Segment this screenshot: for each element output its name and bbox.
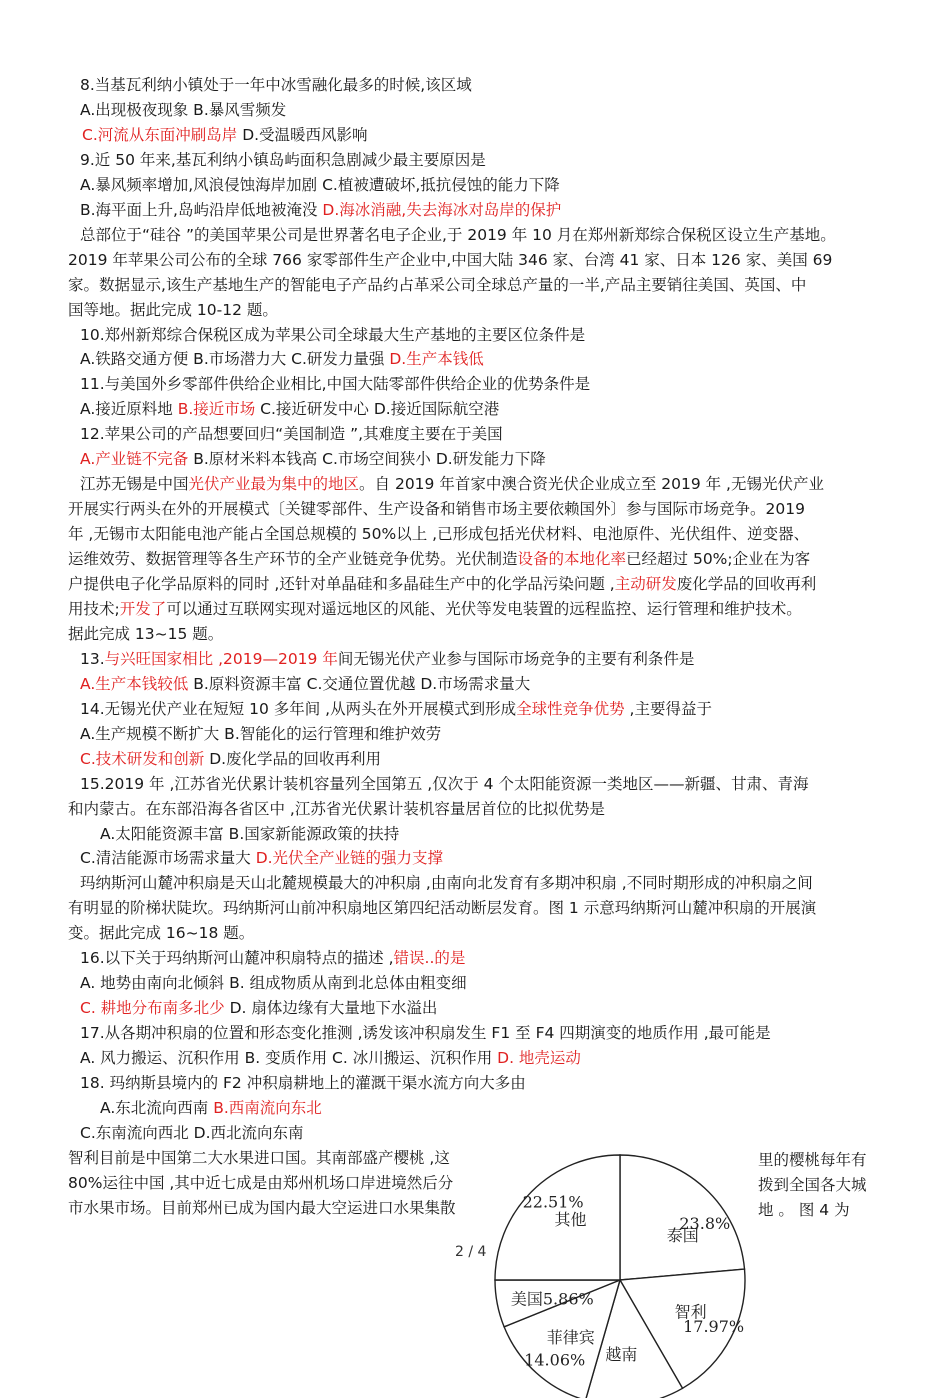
pie-label-5: 其他 xyxy=(554,1210,587,1229)
text-line xyxy=(68,896,816,920)
text-line xyxy=(80,173,560,197)
text-line xyxy=(80,148,486,172)
text-segment: 市水果市场。目前郑州已成为国内最大空运进口水果集散 xyxy=(68,1199,456,1217)
text-segment: 16.以下关于玛纳斯河山麓冲积扇特点的描述 , xyxy=(80,949,394,967)
text-segment: 据此完成 13~15 题。 xyxy=(68,625,224,643)
text-line xyxy=(80,472,824,496)
answer-highlight: A.生产本钱较低 xyxy=(80,675,189,693)
pie-value-label-5: 22.51% xyxy=(522,1192,584,1212)
text-segment: B.原料资源丰富 C.交通位置优越 D.市场需求量大 xyxy=(188,675,531,693)
pie-label-0: 泰国 xyxy=(666,1225,699,1245)
text-line xyxy=(68,1196,456,1220)
text-segment: 间无锡光伏产业参与国际市场竞争的主要有利条件是 xyxy=(337,650,695,668)
text-line xyxy=(80,447,546,471)
answer-highlight: D. 地壳运动 xyxy=(497,1049,581,1067)
text-line xyxy=(68,248,832,272)
text-line xyxy=(68,1171,453,1195)
text-line xyxy=(80,747,381,771)
text-line xyxy=(80,1021,771,1045)
text-line xyxy=(80,996,437,1020)
text-segment: 11.与美国外乡零部件供给企业相比,中国大陆零部件供给企业的优势条件是 xyxy=(80,375,591,393)
text-segment: 有明显的阶梯状陡坎。玛纳斯河山前冲积扇地区第四纪活动断层发育。图 1 示意玛纳斯河山麓冲积扇的开展演 xyxy=(68,899,817,917)
text-segment: 总部位于“硅谷 ”的美国苹果公司是世界著名电子企业,于 2019 年 10 月在郑州新郑综合保税区设立生产基地。 xyxy=(80,226,836,244)
text-segment: 用技术; xyxy=(68,600,120,618)
text-line xyxy=(80,846,443,870)
pie-label-2: 越南 xyxy=(605,1345,638,1364)
pie-value-label-0: 23.8% xyxy=(679,1214,731,1233)
text-segment: A.东北流向西南 xyxy=(100,1099,214,1117)
text-segment: 运维效劳、数据管理等各生产环节的全产业链竞争优势。光伏制造 xyxy=(68,550,518,568)
right-text-line: 拨到全国各大城 xyxy=(758,1176,867,1194)
text-segment: 江苏无锡是中国 xyxy=(80,475,189,493)
text-line xyxy=(68,572,816,596)
text-segment: 和内蒙古。在东部沿海各省区中 ,江苏省光伏累计装机容量居首位的比拟优势是 xyxy=(68,800,605,818)
text-segment: 8.当基瓦利纳小镇处于一年中冰雪融化最多的时候,该区域 xyxy=(80,76,472,94)
text-line xyxy=(80,198,561,222)
text-line xyxy=(80,722,441,746)
text-line xyxy=(80,1071,526,1095)
answer-highlight: 设备的本地化率 xyxy=(517,550,627,568)
text-segment: A.生产规模不断扩大 B.智能化的运行管理和维护效劳 xyxy=(80,725,442,743)
text-segment: 玛纳斯河山麓冲积扇是天山北麓规模最大的冲积扇 ,由南向北发育有多期冲积扇 ,不同时期形成的冲积扇之间 xyxy=(80,874,813,892)
text-line xyxy=(80,647,694,671)
text-line xyxy=(80,422,503,446)
answer-highlight: 光伏产业最为集中的地区 xyxy=(188,475,360,493)
answer-highlight: D.海冰消融,失去海冰对岛岸的保护 xyxy=(322,201,562,219)
text-segment: 。自 2019 年首家中澳合资光伏企业成立至 2019 年 ,无锡光伏产业 xyxy=(359,475,824,493)
answer-highlight: 开发了 xyxy=(119,600,167,618)
text-line xyxy=(68,273,806,297)
text-line xyxy=(80,223,836,247)
text-line xyxy=(80,397,499,421)
text-line xyxy=(80,672,530,696)
pie-label-4: 美国5.86% xyxy=(510,1289,594,1309)
text-line xyxy=(82,123,368,147)
text-line xyxy=(80,1046,581,1070)
text-segment: 10.郑州新郑综合保税区成为苹果公司全球最大生产基地的主要区位条件是 xyxy=(80,326,586,344)
answer-highlight: C.河流从东面冲刷岛岸 xyxy=(82,126,238,144)
text-segment: A. 风力搬运、沉积作用 B. 变质作用 C. 冰川搬运、沉积作用 xyxy=(80,1049,498,1067)
page-number: 2 / 4 xyxy=(455,1244,487,1260)
text-segment: 智利目前是中国第二大水果进口国。其南部盛产樱桃 ,这 xyxy=(68,1149,450,1167)
text-segment: 废化学品的回收再利 xyxy=(676,575,817,593)
answer-highlight: B.接近市场 xyxy=(177,400,256,418)
text-line xyxy=(80,772,808,796)
fruit-import-pie-chart xyxy=(490,1138,750,1398)
text-line xyxy=(68,522,809,546)
text-line xyxy=(68,497,805,521)
answer-highlight: 与兴旺国家相比 ,2019—2019 年 xyxy=(104,650,338,668)
text-segment: 17.从各期冲积扇的位置和形态变化推测 ,诱发该冲积扇发生 F1 至 F4 四期演变的地质作用 ,最可能是 xyxy=(80,1024,771,1042)
text-line xyxy=(80,73,472,97)
text-segment: 15.2019 年 ,江苏省光伏累计装机容量列全国第五 ,仅次于 4 个太阳能资源一类地区——新疆、甘肃、青海 xyxy=(80,775,809,793)
text-line xyxy=(100,1096,322,1120)
text-segment: 80%运往中国 ,其中近七成是由郑州机场口岸进境然后分 xyxy=(68,1174,454,1192)
answer-highlight: 主动研发 xyxy=(614,575,677,593)
answer-highlight: C. 耕地分布南多北少 xyxy=(80,999,225,1017)
text-segment: 家。数据显示,该生产基地生产的智能电子产品约占革采公司全球总产量的一半,产品主要销往美国、英国、中 xyxy=(68,276,807,294)
text-line xyxy=(80,98,286,122)
text-segment: B.原材米料本钱高 C.市场空间狭小 D.研发能力下降 xyxy=(188,450,546,468)
text-line xyxy=(80,697,712,721)
text-line xyxy=(68,597,802,621)
answer-highlight: D.生产本钱低 xyxy=(389,350,484,368)
text-segment: A. 地势由南向北倾斜 B. 组成物质从南到北总体由粗变细 xyxy=(80,974,467,992)
text-segment: 户提供电子化学品原料的同时 ,还针对单晶硅和多晶硅生产中的化学品污染问题 , xyxy=(68,575,615,593)
answer-highlight: D.光伏全产业链的强力支撑 xyxy=(255,849,444,867)
text-segment: 年 ,无锡市太阳能电池产能占全国总规模的 50%以上 ,已形成包括光伏材料、电池原件、光伏组件、逆变器、 xyxy=(68,525,810,543)
text-segment: A.铁路交通方便 B.市场潜力大 C.研发力量强 xyxy=(80,350,390,368)
pie-label-1: 智利 xyxy=(674,1302,707,1322)
text-segment: 9.近 50 年来,基瓦利纳小镇岛屿面积急剧减少最主要原因是 xyxy=(80,151,486,169)
text-segment: A.太阳能资源丰富 B.国家新能源政策的扶持 xyxy=(100,825,400,843)
text-segment: 2019 年苹果公司公布的全球 766 家零部件生产企业中,中国大陆 346 家、台湾 41 家、日本 126 家、美国 69 xyxy=(68,251,833,269)
text-segment: 14.无锡光伏产业在短短 10 多年间 ,从两头在外开展模式到形成 xyxy=(80,700,517,718)
pie-value-label-1: 17.97% xyxy=(683,1316,745,1336)
text-segment: C.清洁能源市场需求量大 xyxy=(80,849,256,867)
text-segment: 已经超过 50%;企业在为客 xyxy=(626,550,811,568)
right-text-line: 里的樱桃每年有 xyxy=(758,1151,867,1169)
text-segment: B.海平面上升,岛屿沿岸低地被淹没 xyxy=(80,201,323,219)
answer-highlight: B.西南流向东北 xyxy=(213,1099,322,1117)
text-line xyxy=(80,971,467,995)
text-segment: C.接近研发中心 D.接近国际航空港 xyxy=(255,400,500,418)
text-line xyxy=(68,1146,450,1170)
right-text-line: 地 。 图 4 为 xyxy=(758,1201,850,1219)
text-line xyxy=(80,871,813,895)
text-segment: 国等地。据此完成 10-12 题。 xyxy=(68,301,278,319)
text-segment: A.暴风频率增加,风浪侵蚀海岸加剧 C.植被遭破坏,抵抗侵蚀的能力下降 xyxy=(80,176,560,194)
text-line xyxy=(68,622,223,646)
text-segment: 18. 玛纳斯县境内的 F2 冲积扇耕地上的灌溉干渠水流方向大多由 xyxy=(80,1074,526,1092)
text-line xyxy=(80,323,585,347)
text-line xyxy=(68,921,254,945)
text-segment: 可以通过互联网实现对遥远地区的风能、光伏等发电装置的远程监控、运行管理和维护技术。 xyxy=(166,600,802,618)
text-line xyxy=(68,797,605,821)
text-segment: 12.苹果公司的产品想要回归“美国制造 ”,其难度主要在于美国 xyxy=(80,425,503,443)
text-segment: A.出现极夜现象 B.暴风雪频发 xyxy=(80,101,287,119)
text-segment: D.废化学品的回收再利用 xyxy=(204,750,382,768)
text-line xyxy=(100,822,399,846)
text-line xyxy=(68,547,810,571)
text-segment: D.受温暖西风影响 xyxy=(237,126,368,144)
text-segment: D. 扇体边缘有大量地下水溢出 xyxy=(224,999,438,1017)
text-segment: 开展实行两头在外的开展模式〔关键零部件、生产设备和销售市场主要依赖国外〕参与国际市场竞争。2019 xyxy=(68,500,805,518)
text-segment: ,主要得益于 xyxy=(624,700,712,718)
text-line xyxy=(80,372,590,396)
text-line xyxy=(68,298,278,322)
text-segment: C.东南流向西北 D.西北流向东南 xyxy=(80,1124,304,1142)
answer-highlight: 错误..的是 xyxy=(393,949,466,967)
text-line xyxy=(80,347,484,371)
text-line xyxy=(80,946,465,970)
answer-highlight: C.技术研发和创新 xyxy=(80,750,205,768)
text-segment: 13. xyxy=(80,650,105,668)
answer-highlight: A.产业链不完备 xyxy=(80,450,189,468)
pie-label-3: 菲律宾 xyxy=(546,1328,595,1347)
text-segment: A.接近原料地 xyxy=(80,400,178,418)
pie-value-label-3: 14.06% xyxy=(524,1350,586,1370)
text-line xyxy=(80,1121,304,1145)
answer-highlight: 全球性竞争优势 xyxy=(516,700,625,718)
text-segment: 变。据此完成 16~18 题。 xyxy=(68,924,255,942)
